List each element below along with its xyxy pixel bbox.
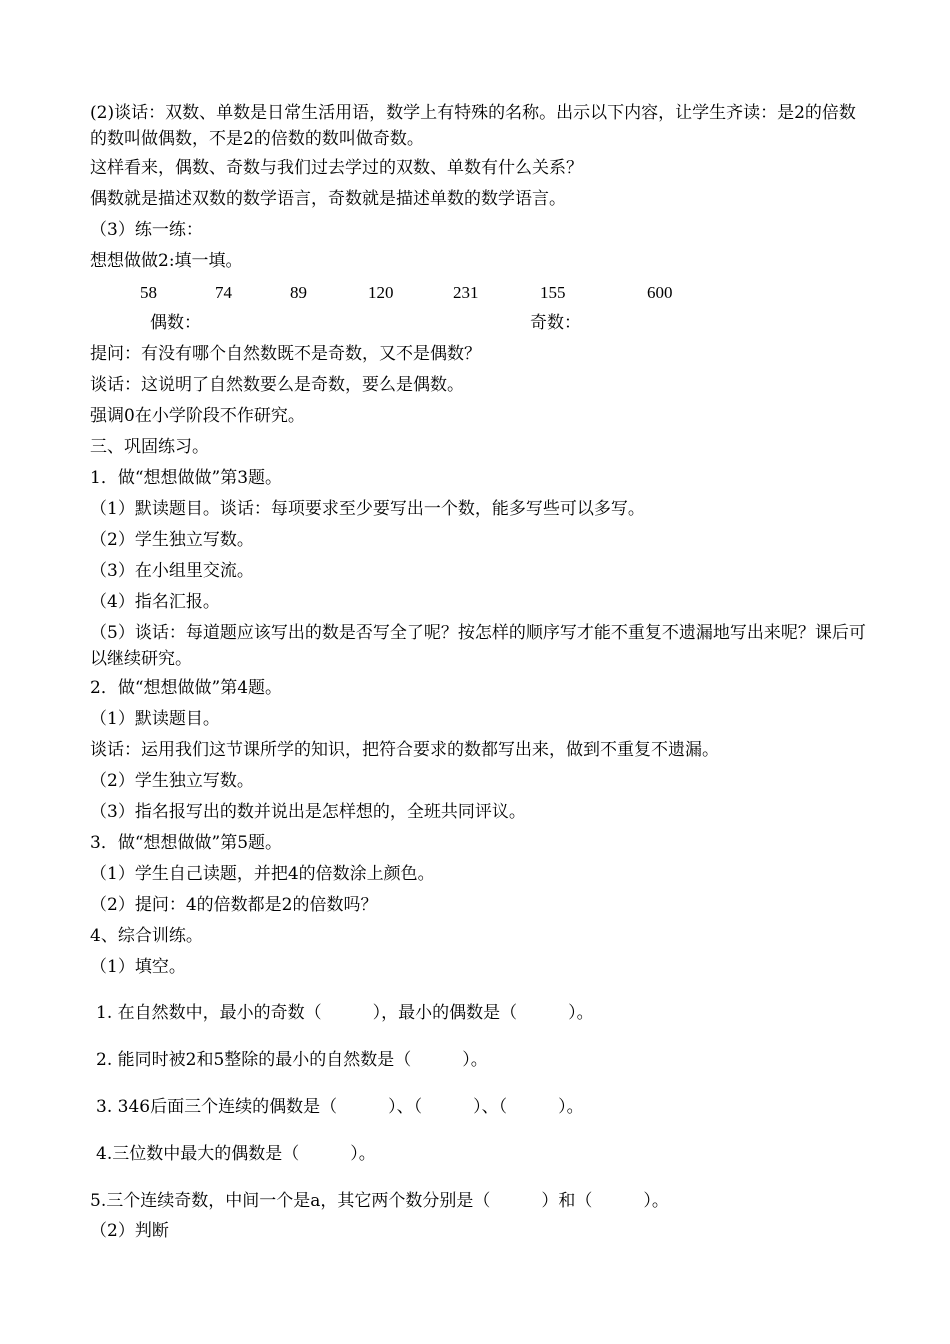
paragraph-talk-definition: (2)谈话：双数、单数是日常生活用语，数学上有特殊的名称。出示以下内容，让学生齐读：是2的倍数的数叫做偶数，不是2的倍数的数叫做奇数。 xyxy=(90,103,856,149)
exercise-2-step-3: （3）指名报写出的数并说出是怎样想的，全班共同评议。 xyxy=(90,802,526,822)
fill-blank-question-2: 2. 能同时被2和5整除的最小的自然数是（ ）。 xyxy=(96,1050,488,1070)
exercise-2-step-1: （1）默读题目。 xyxy=(90,709,220,729)
even-label: 偶数： xyxy=(150,313,201,333)
fill-blank-question-1: 1. 在自然数中，最小的奇数（ ），最小的偶数是（ ）。 xyxy=(96,1003,594,1023)
odd-label: 奇数： xyxy=(530,313,581,333)
number-item: 231 xyxy=(453,283,479,302)
exercise-3-step-2: （2）提问：4的倍数都是2的倍数吗？ xyxy=(90,895,378,915)
paragraph-fill-in: 想想做做2:填一填。 xyxy=(90,251,243,271)
section-heading-consolidation: 三、巩固练习。 xyxy=(90,437,209,457)
paragraph-practice-heading: （3）练一练： xyxy=(90,220,203,240)
exercise-2-talk: 谈话：运用我们这节课所学的知识，把符合要求的数都写出来，做到不重复不遗漏。 xyxy=(90,740,719,760)
paragraph-talk-explain: 谈话：这说明了自然数要么是奇数，要么是偶数。 xyxy=(90,375,464,395)
fill-blank-question-5: 5.三个连续奇数，中间一个是a，其它两个数分别是（ ）和（ ）。 xyxy=(90,1191,669,1211)
exercise-2-heading: 2．做“想想做做”第4题。 xyxy=(90,678,283,698)
exercise-1-step-2: （2）学生独立写数。 xyxy=(90,530,254,550)
exercise-3-step-1: （1）学生自己读题，并把4的倍数涂上颜色。 xyxy=(90,864,435,884)
number-item: 89 xyxy=(290,283,307,302)
paragraph-math-language: 偶数就是描述双数的数学语言，奇数就是描述单数的数学语言。 xyxy=(90,189,566,209)
number-item: 600 xyxy=(647,283,673,302)
number-item: 120 xyxy=(368,283,394,302)
exercise-2-step-2: （2）学生独立写数。 xyxy=(90,771,254,791)
section-heading-comprehensive: 4、综合训练。 xyxy=(90,926,203,946)
exercise-1-heading: 1．做“想想做做”第3题。 xyxy=(90,468,283,488)
exercise-1-step-5: （5）谈话：每道题应该写出的数是否写全了呢？按怎样的顺序写才能不重复不遗漏地写出来呢？课后可以继续研究。 xyxy=(90,623,866,669)
number-item: 74 xyxy=(215,283,232,302)
paragraph-emphasis: 强调0在小学阶段不作研究。 xyxy=(90,406,305,426)
paragraph-question: 提问：有没有哪个自然数既不是奇数，又不是偶数？ xyxy=(90,344,481,364)
fill-blank-heading: （1）填空。 xyxy=(90,957,186,977)
number-item: 155 xyxy=(540,283,566,302)
exercise-1-step-1: （1）默读题目。谈话：每项要求至少要写出一个数，能多写些可以多写。 xyxy=(90,499,645,519)
exercise-3-heading: 3．做“想想做做”第5题。 xyxy=(90,833,283,853)
exercise-1-step-3: （3）在小组里交流。 xyxy=(90,561,254,581)
exercise-1-step-4: （4）指名汇报。 xyxy=(90,592,220,612)
fill-blank-question-4: 4.三位数中最大的偶数是（ ）。 xyxy=(96,1144,376,1164)
number-item: 58 xyxy=(140,283,157,302)
paragraph-relation-question: 这样看来，偶数、奇数与我们过去学过的双数、单数有什么关系？ xyxy=(90,158,583,178)
judgement-heading: （2）判断 xyxy=(90,1221,169,1241)
fill-blank-question-3: 3. 346后面三个连续的偶数是（ ）、（ ）、（ ）。 xyxy=(96,1097,584,1117)
